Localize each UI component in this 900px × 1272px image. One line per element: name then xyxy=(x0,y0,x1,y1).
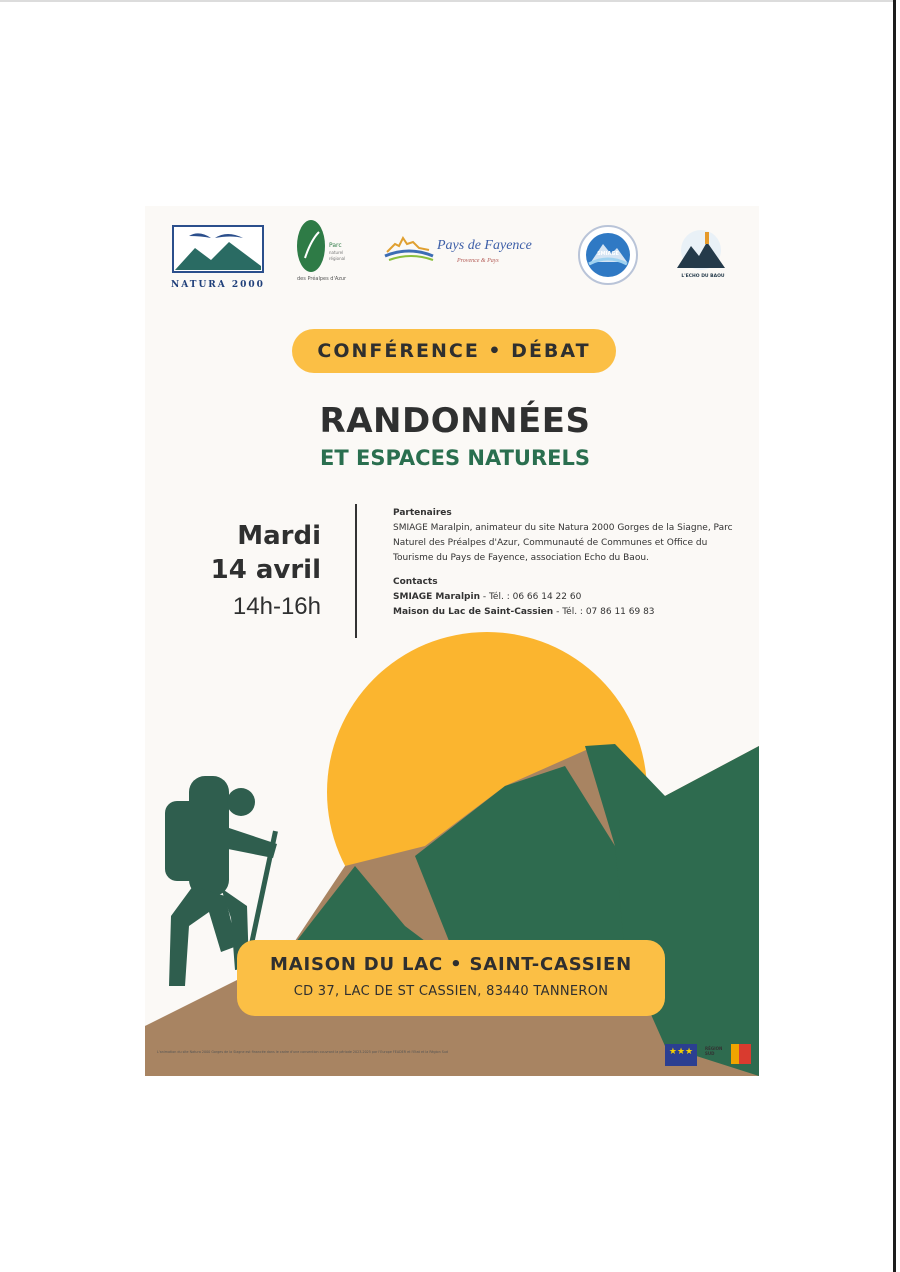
eu-flag-icon: ★★★ xyxy=(665,1044,697,1066)
natura-birds-icon xyxy=(171,224,265,274)
region-label: RÉGION SUD xyxy=(705,1046,723,1056)
contact-phone: Tél. : 07 86 11 69 83 xyxy=(562,607,655,617)
page-top-edge xyxy=(0,0,893,2)
event-time: 14h-16h xyxy=(232,593,321,620)
smiage-logo xyxy=(577,224,643,286)
natura-label: NATURA 2000 xyxy=(171,280,265,290)
partners-heading: Partenaires xyxy=(393,508,452,518)
contact-name: SMIAGE Maralpin xyxy=(393,592,480,602)
event-type-badge: CONFÉRENCE • DÉBAT xyxy=(292,329,616,373)
venue-banner xyxy=(237,940,665,1016)
pays-de-fayence-logo xyxy=(383,232,553,272)
echo-du-baou-logo xyxy=(671,228,735,284)
region-color-block-icon xyxy=(739,1044,751,1064)
region-color-block-icon xyxy=(731,1044,739,1064)
fayence-tagline: Provence & Pays xyxy=(457,258,499,264)
event-date xyxy=(211,519,321,627)
venue-address: CD 37, LAC DE ST CASSIEN, 83440 TANNERON xyxy=(293,984,609,999)
contact-separator: - xyxy=(479,592,489,602)
contact-item xyxy=(393,590,733,605)
echo-name: L'ECHO DU BAOU xyxy=(681,274,725,279)
echo-mountain-icon xyxy=(671,228,731,274)
divider-line xyxy=(355,504,357,638)
contacts-heading: Contacts xyxy=(393,577,438,587)
event-date-value: 14 avril xyxy=(210,555,321,585)
region-sud-logo xyxy=(705,1042,755,1068)
parc-leaf-icon xyxy=(295,218,327,274)
event-poster xyxy=(145,206,759,1076)
event-day: Mardi xyxy=(237,521,321,551)
event-info xyxy=(393,506,733,620)
contact-name: Maison du Lac de Saint-Cassien xyxy=(393,607,554,617)
venue-name: MAISON DU LAC • SAINT-CASSIEN xyxy=(270,954,632,975)
page-right-edge xyxy=(893,0,896,1272)
parc-line-1: naturel xyxy=(329,250,344,255)
contact-phone: Tél. : 06 66 14 22 60 xyxy=(488,592,582,602)
parc-word: Parc xyxy=(329,242,342,249)
event-title: RANDONNÉES xyxy=(319,401,591,441)
parc-name: des Préalpes d'Azur xyxy=(297,276,347,282)
natura-2000-logo xyxy=(171,224,265,288)
fayence-village-icon xyxy=(383,232,435,262)
funding-note: L'animation du site Natura 2000 Gorges de la Siagne est financée dans le cadre d'une convention couvrant la période 2023-2025 par l'Europe FEADER et l'Etat et la Région Sud xyxy=(157,1050,448,1054)
partners-text: SMIAGE Maralpin, animateur du site Natura 2000 Gorges de la Siagne, Parc Naturel des Préalpes d'Azur, Communauté de Communes et Office du Tourisme du Pays de Fayence, association Echo du Baou. xyxy=(393,523,733,563)
parc-prealpes-logo xyxy=(295,218,351,288)
contact-separator: - xyxy=(553,607,563,617)
event-subtitle: ET ESPACES NATURELS xyxy=(320,446,590,470)
contact-item xyxy=(393,605,733,620)
fayence-name: Pays de Fayence xyxy=(437,238,532,253)
smiage-name: SMIAGE xyxy=(597,251,619,257)
parc-line-2: régional xyxy=(329,256,346,261)
